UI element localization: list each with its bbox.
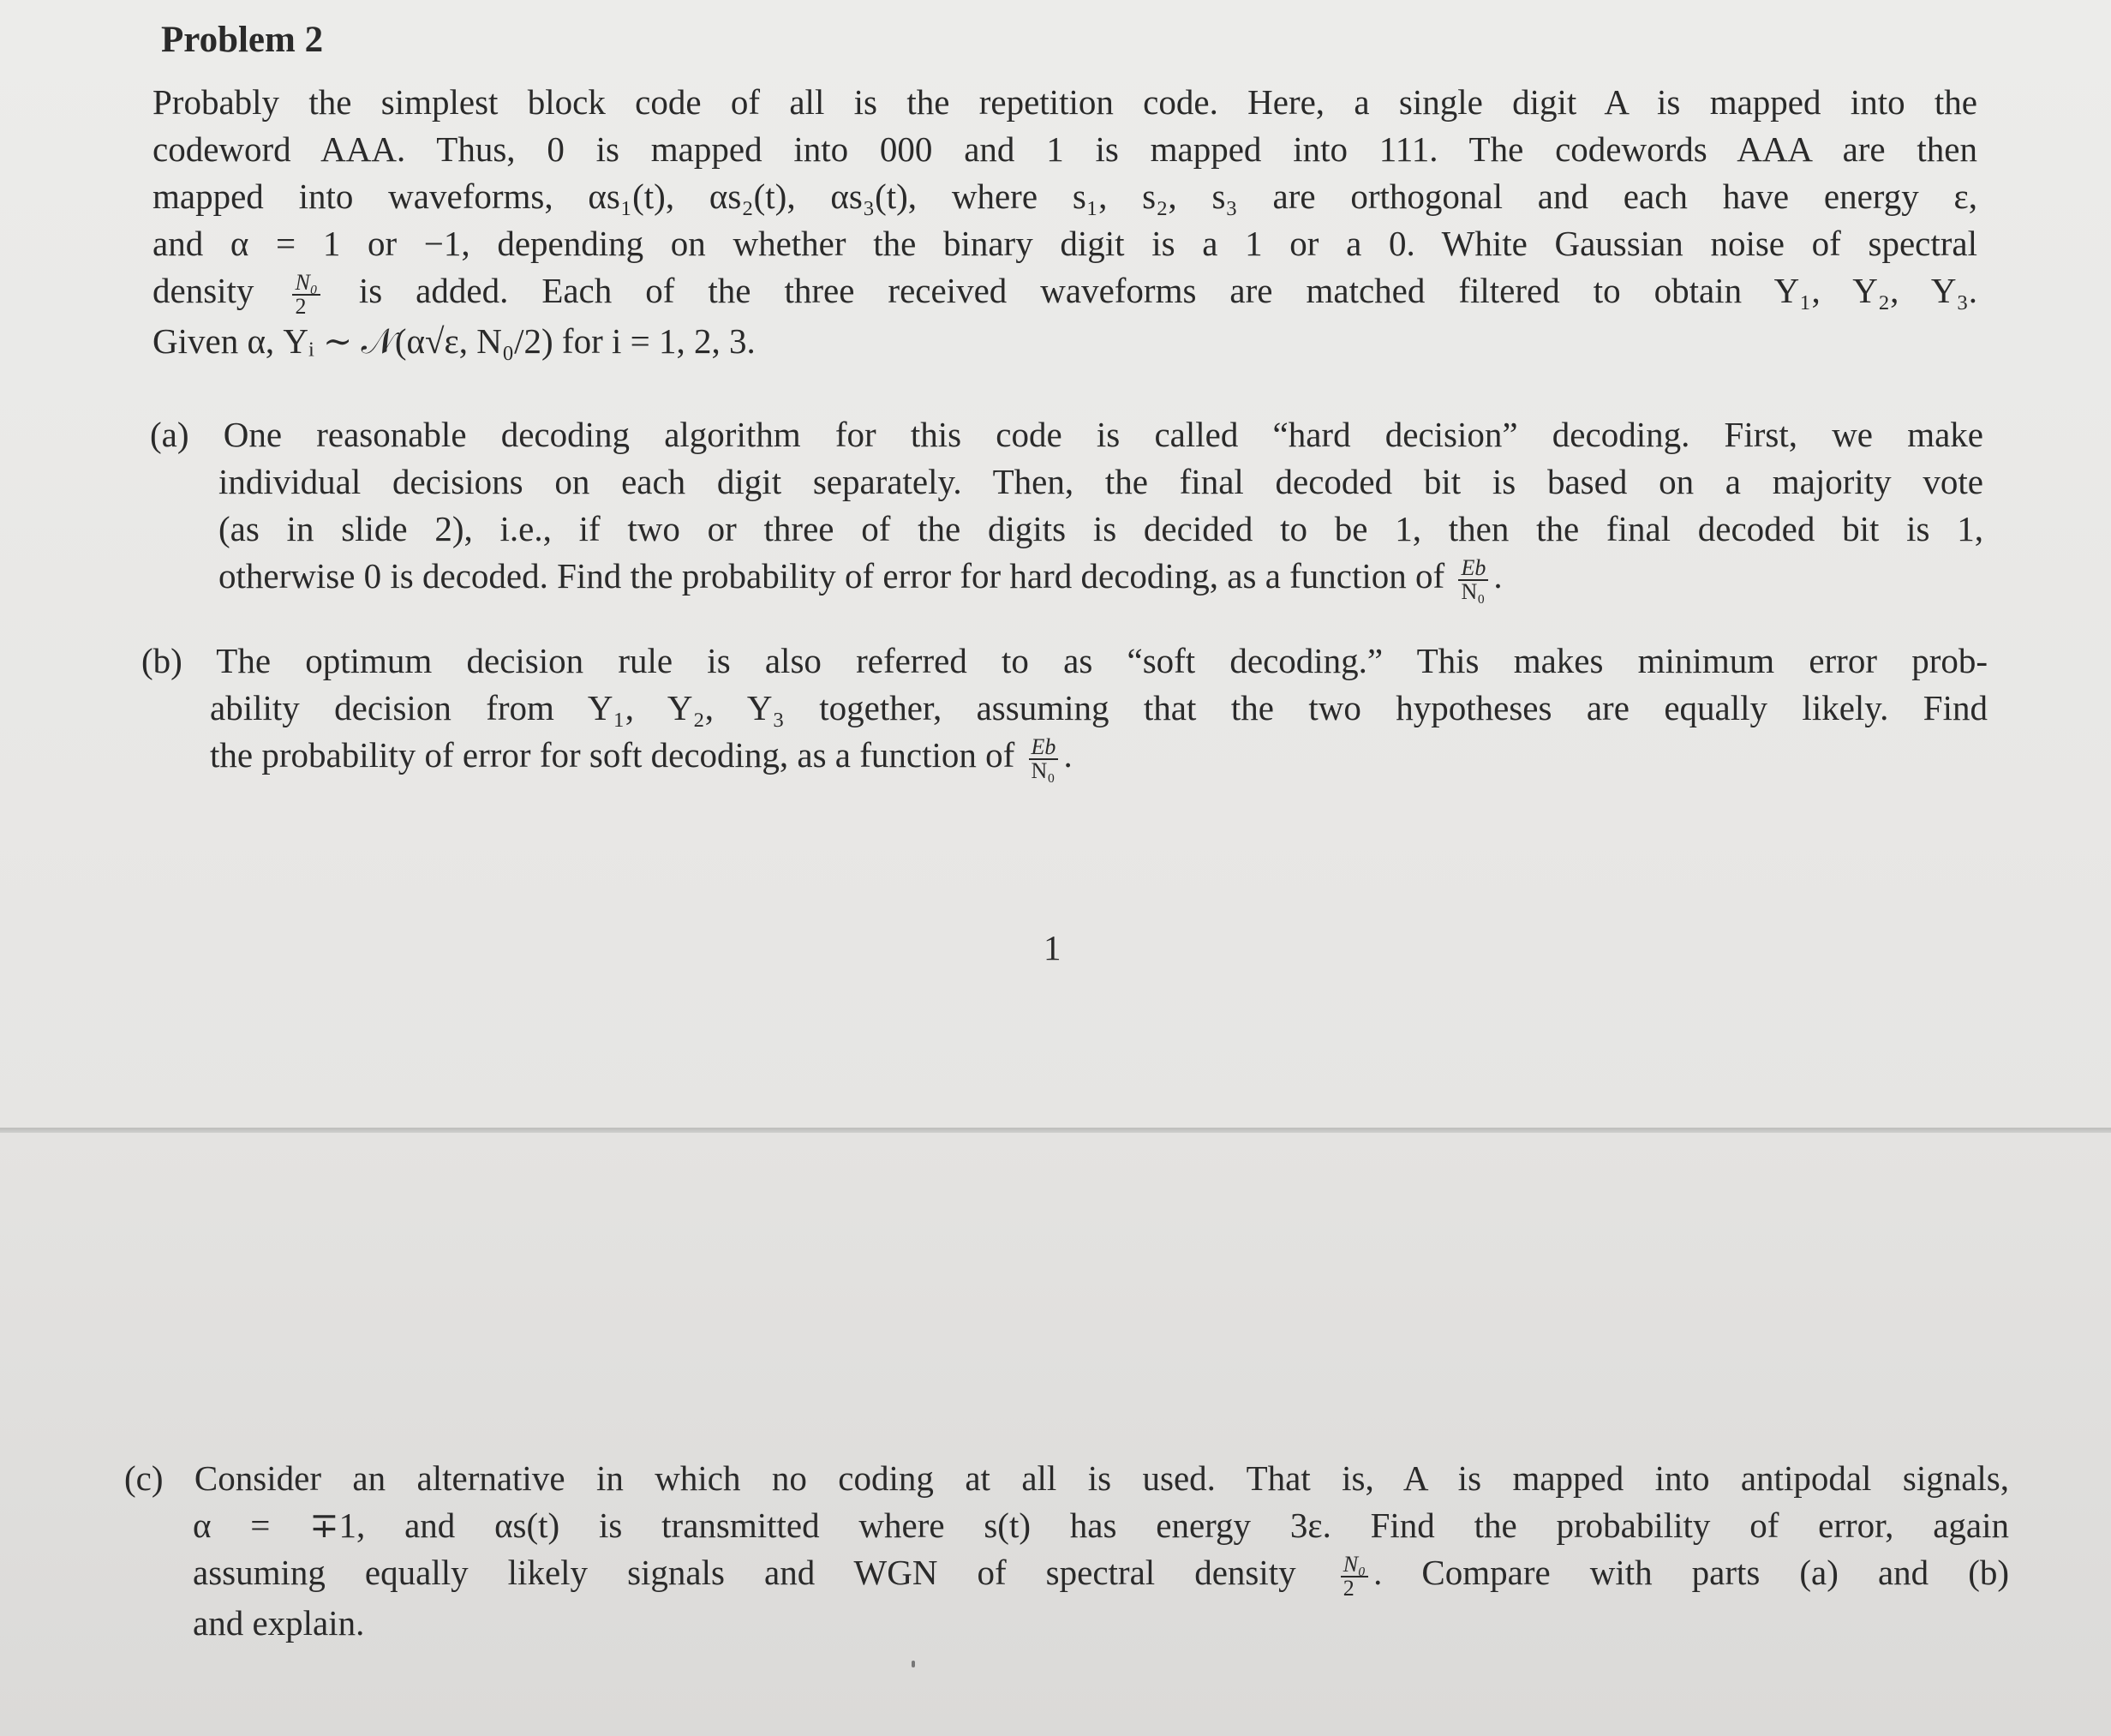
part-b-line-2: ability decision from Y₁, Y₂, Y₃ together, assuming that the two hypotheses are equally likely. Find [210, 688, 1988, 727]
fraction-denominator: N₀ [1461, 578, 1486, 604]
intro-line-2: codeword AAA. Thus, 0 is mapped into 000 and 1 is mapped into 111. The codewords AAA are then [152, 129, 1977, 169]
part-b-line-3-text: the probability of error for soft decoding, as a function of [210, 735, 1015, 775]
fraction-denominator: 2 [1343, 1575, 1355, 1601]
part-a-paragraph [150, 411, 1983, 603]
fraction-numerator: N₀ [292, 272, 320, 296]
intro-line-1: Probably the simplest block code of all is the repetition code. Here, a single digit A is mapped into the [152, 82, 1977, 122]
intro-line-4: and α = 1 or −1, depending on whether the binary digit is a 1 or a 0. White Gaussian noise of spectral [152, 224, 1977, 263]
part-c-paragraph [124, 1455, 2009, 1647]
intro-line-3: mapped into waveforms, αs₁(t), αs₂(t), αs₃(t), where s₁, s₂, s₃ are orthogonal and each have energy ε, [152, 177, 1977, 216]
intro-line-5-start: density [152, 271, 254, 310]
part-a-line-4 [150, 553, 1983, 603]
part-c-line-3 [124, 1549, 2009, 1600]
fraction-numerator: N₀ [1341, 1553, 1368, 1577]
fraction-denominator: N₀ [1031, 757, 1056, 783]
eb-over-n0-fraction [1458, 554, 1488, 604]
noise-density-fraction [1341, 1553, 1368, 1600]
problem-heading: Problem 2 [161, 20, 324, 60]
fraction-numerator: Eb [1029, 736, 1059, 760]
part-b-line-1: (b) The optimum decision rule is also referred to as “soft decoding.” This makes minimum error prob- [141, 641, 1988, 680]
intro-line-5-end: is added. Each of the three received waveforms are matched filtered to obtain Y₁, Y₂, Y₃. [358, 271, 1977, 310]
part-b-period: . [1063, 735, 1073, 775]
part-c-line-3-end: . Compare with parts (a) and (b) [1373, 1553, 2010, 1592]
part-a-period: . [1493, 556, 1503, 596]
part-c-line-1: (c) Consider an alternative in which no coding at all is used. That is, A is mapped into antipodal signals, [124, 1458, 2009, 1498]
intro-paragraph [152, 79, 1977, 365]
part-a-line-1: (a) One reasonable decoding algorithm for this code is called “hard decision” decoding. First, we make [150, 415, 1983, 454]
part-c-line-2: α = ∓1, and αs(t) is transmitted where s(t) has energy 3ε. Find the probability of error, again [193, 1506, 2009, 1545]
fraction-numerator: Eb [1458, 557, 1488, 581]
intro-line-5 [152, 267, 1977, 318]
part-b-line-3 [141, 732, 1988, 782]
intro-line-6: Given α, Yᵢ ∼ 𝒩(α√ε, N₀/2) for i = 1, 2, 3. [152, 320, 756, 361]
page-number: 1 [1044, 928, 1061, 967]
part-a-line-2: individual decisions on each digit separately. Then, the final decoded bit is based on a majority vote [218, 462, 1983, 501]
part-b-paragraph [141, 638, 1988, 782]
part-c-line-3-start: assuming equally likely signals and WGN of spectral density [193, 1553, 1296, 1592]
stray-mark [912, 1661, 915, 1667]
fraction-denominator: 2 [295, 293, 307, 319]
part-c-line-4: and explain. [193, 1602, 365, 1643]
part-a-line-3: (as in slide 2), i.e., if two or three of the digits is decided to be 1, then the final decoded bit is 1, [218, 509, 1983, 548]
part-a-line-4-text: otherwise 0 is decoded. Find the probability of error for hard decoding, as a function of [218, 556, 1445, 596]
noise-density-fraction [292, 269, 320, 319]
eb-over-n0-fraction [1029, 733, 1059, 783]
